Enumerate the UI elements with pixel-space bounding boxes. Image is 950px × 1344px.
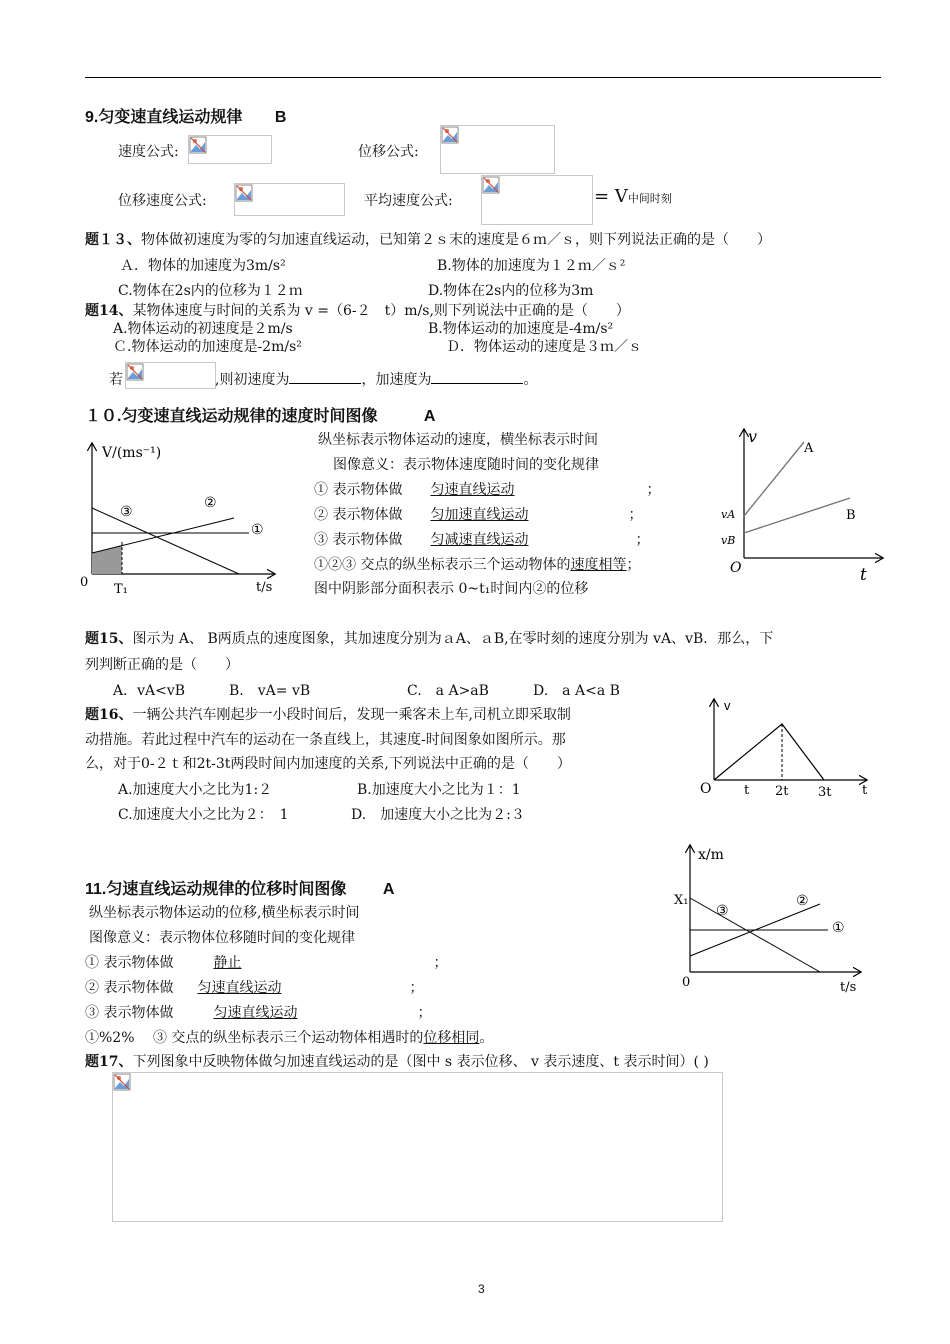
question-14: 题14、某物体速度与时间的关系为 v =（6-２ t）m/s,则下列说法中正确的是（ ）: [85, 303, 630, 319]
avg-vel-formula-label: 平均速度公式:: [364, 193, 453, 209]
broken-image-icon: [113, 1073, 131, 1091]
q16-option-a: A.加速度大小之比为1:２: [118, 782, 273, 798]
section-9-grade: B: [274, 109, 287, 126]
xt-mark-2: ②: [796, 893, 809, 909]
s11-desc2: 图像意义：表示物体位移随时间的变化规律: [89, 930, 355, 946]
q14-option-d: Ｄ．物体运动的速度是３ｍ／ｓ: [446, 339, 642, 355]
vt-mark-3: ③: [120, 504, 133, 520]
q13-option-b: B.物体的加速度为１２ｍ／ｓ²: [437, 258, 626, 274]
broken-image-icon: [482, 176, 500, 194]
ab-line-a: [744, 442, 804, 516]
xt-x1-label: X₁: [674, 893, 689, 908]
s10-desc2: 图像意义：表示物体速度随时间的变化规律: [333, 457, 599, 473]
xt-line-3: [690, 898, 820, 972]
question-17: 题17、下列图象中反映物体做匀加速直线运动的是（图中 s 表示位移、 v 表示速度、t 表示时间）( ): [85, 1054, 709, 1070]
page-number: 3: [478, 1282, 485, 1296]
xt-ylabel: x/m: [698, 847, 724, 863]
ab-line-b: [744, 498, 850, 533]
q13-option-a: Ａ．物体的加速度为3m/s²: [120, 258, 286, 274]
question-13: 题１３、物体做初速度为零的匀加速直线运动，已知第２ｓ末的速度是６ｍ／ｓ，则下列说法正确的是（ ）: [85, 232, 771, 248]
ab-t-label: t: [860, 565, 867, 585]
s10-desc1: 纵坐标表示物体运动的速度，横坐标表示时间: [318, 432, 598, 448]
q16-2t-tick: 2t: [775, 784, 789, 799]
initial-velocity-blank[interactable]: [289, 369, 361, 384]
if-line-ruo: 若: [109, 372, 123, 388]
displacement-formula-image: [440, 125, 555, 174]
q16-v-label: v: [724, 698, 731, 713]
q16-option-b: B.加速度大小之比为１：1: [357, 782, 521, 798]
q13-option-c: C.物体在2s内的位移为１２ｍ: [118, 283, 303, 299]
if-formula-image: [125, 362, 216, 389]
q16-t-tick: t: [744, 783, 750, 798]
top-rule: [85, 77, 881, 78]
ab-vb-label: vB: [721, 534, 736, 547]
q15-option-a: A．vA<vB: [113, 683, 186, 699]
question-16: 题16、一辆公共汽车刚起步一小段时间后，发现一乘客未上车,司机立即采取制: [85, 707, 571, 723]
vt-xlabel: t/s: [256, 580, 273, 595]
q13-option-d: D.物体在2s内的位移为3m: [428, 283, 594, 299]
velocity-formula-image: [188, 135, 272, 164]
xt-xlabel: t/s: [840, 980, 857, 995]
section-9-title: 9.匀变速直线运动规律 B: [85, 109, 287, 126]
s11-line3: ③ 表示物体做 匀速直线运动 ；: [85, 1005, 432, 1021]
xt-origin: 0: [682, 975, 691, 990]
q16-velocity-line: [714, 724, 824, 780]
xt-mark-1: ①: [832, 920, 845, 936]
disp-vel-formula-label: 位移速度公式:: [118, 193, 207, 209]
ab-va-label: vA: [721, 508, 736, 521]
q14-option-a: A.物体运动的初速度是２m/s: [113, 321, 293, 337]
question-15: 题15、图示为 A、 B两质点的速度图象，其加速度分别为ａA、ａB,在零时刻的速度分别为 vA、vB．那么，下: [85, 631, 774, 647]
section-10-grade: A: [423, 408, 436, 425]
vt-graph: [74, 436, 294, 601]
q16-option-c: C.加速度大小之比为２： 1: [118, 807, 289, 823]
vt-line-2: [92, 518, 234, 553]
vt-ylabel: V/(ms⁻¹): [102, 445, 162, 461]
q17-graphs-image: [112, 1072, 723, 1222]
velocity-formula-label: 速度公式:: [118, 144, 179, 160]
s10-line5: 图中阴影部分面积表示 0~t₁时间内②的位移: [314, 581, 589, 597]
question-15-cont: 列判断正确的是（ ）: [85, 657, 239, 673]
ab-b-label: B: [846, 508, 856, 523]
broken-image-icon: [126, 363, 144, 381]
ab-vt-graph: [716, 420, 888, 585]
avg-vel-formula-image: [481, 175, 593, 225]
q16-o-label: O: [700, 781, 712, 797]
q16-vt-graph: [696, 692, 880, 804]
section-11-grade: A: [382, 881, 395, 898]
q15-option-b: B. vA= vB: [229, 683, 311, 699]
disp-vel-formula-image: [234, 183, 345, 216]
s11-line4: ①%2% ③ 交点的纵坐标表示三个运动物体相遇时的位移相同。: [85, 1030, 494, 1046]
vt-mark-1: ①: [251, 522, 264, 538]
q16-option-d: D. 加速度大小之比为２:３: [351, 807, 525, 823]
vt-origin: 0: [80, 575, 89, 590]
acceleration-blank[interactable]: [431, 369, 523, 384]
s10-line4: ①②③ 交点的纵坐标表示三个运动物体的速度相等；: [314, 557, 641, 573]
s11-line2: ② 表示物体做 匀速直线运动 ；: [85, 980, 424, 996]
q16-t-axis-label: t: [862, 783, 868, 798]
xt-graph: [668, 838, 878, 998]
s10-line3: ③ 表示物体做 匀减速直线运动 ；: [314, 532, 650, 548]
s11-line1: ① 表示物体做 静止 ；: [85, 955, 448, 971]
vt-t1-label: T₁: [114, 582, 128, 597]
q14-option-c: Ｃ.物体运动的加速度是-2m/s²: [113, 339, 302, 355]
q16-3t-tick: 3t: [818, 785, 832, 800]
avg-vel-equals: = V中间时刻: [594, 186, 672, 207]
ab-a-label: A: [804, 441, 814, 456]
question-16-line2: 动措施。若此过程中汽车的运动在一条直线上，其速度-时间图象如图所示。那: [85, 732, 566, 748]
xt-mark-3: ③: [716, 903, 729, 919]
ab-v-label: v: [748, 427, 758, 446]
q15-option-d: D. a A<a B: [533, 683, 620, 699]
question-16-line3: 么，对于0-２ｔ和2t-3t两段时间内加速度的关系,下列说法中正确的是（ ）: [85, 756, 571, 772]
ab-o-label: O: [730, 560, 742, 576]
if-line-rest: ,则初速度为 ，加速度为 。: [215, 369, 537, 389]
displacement-formula-label: 位移公式:: [358, 144, 419, 160]
broken-image-icon: [441, 126, 459, 144]
s10-line1: ① 表示物体做 匀速直线运动 ；: [314, 482, 661, 498]
section-11-title: 11.匀速直线运动规律的位移时间图像 A: [85, 881, 395, 898]
s11-desc1: 纵坐标表示物体运动的位移,横坐标表示时间: [89, 905, 360, 921]
s10-line2: ② 表示物体做 匀加速直线运动 ；: [314, 507, 643, 523]
q15-option-c: C. a A>aB: [407, 683, 489, 699]
q14-option-b: B.物体运动的加速度是-4m/s²: [428, 321, 614, 337]
vt-mark-2: ②: [204, 495, 217, 511]
broken-image-icon: [235, 184, 253, 202]
section-10-title: １０.匀变速直线运动规律的速度时间图像 A: [85, 408, 436, 425]
broken-image-icon: [189, 136, 207, 154]
